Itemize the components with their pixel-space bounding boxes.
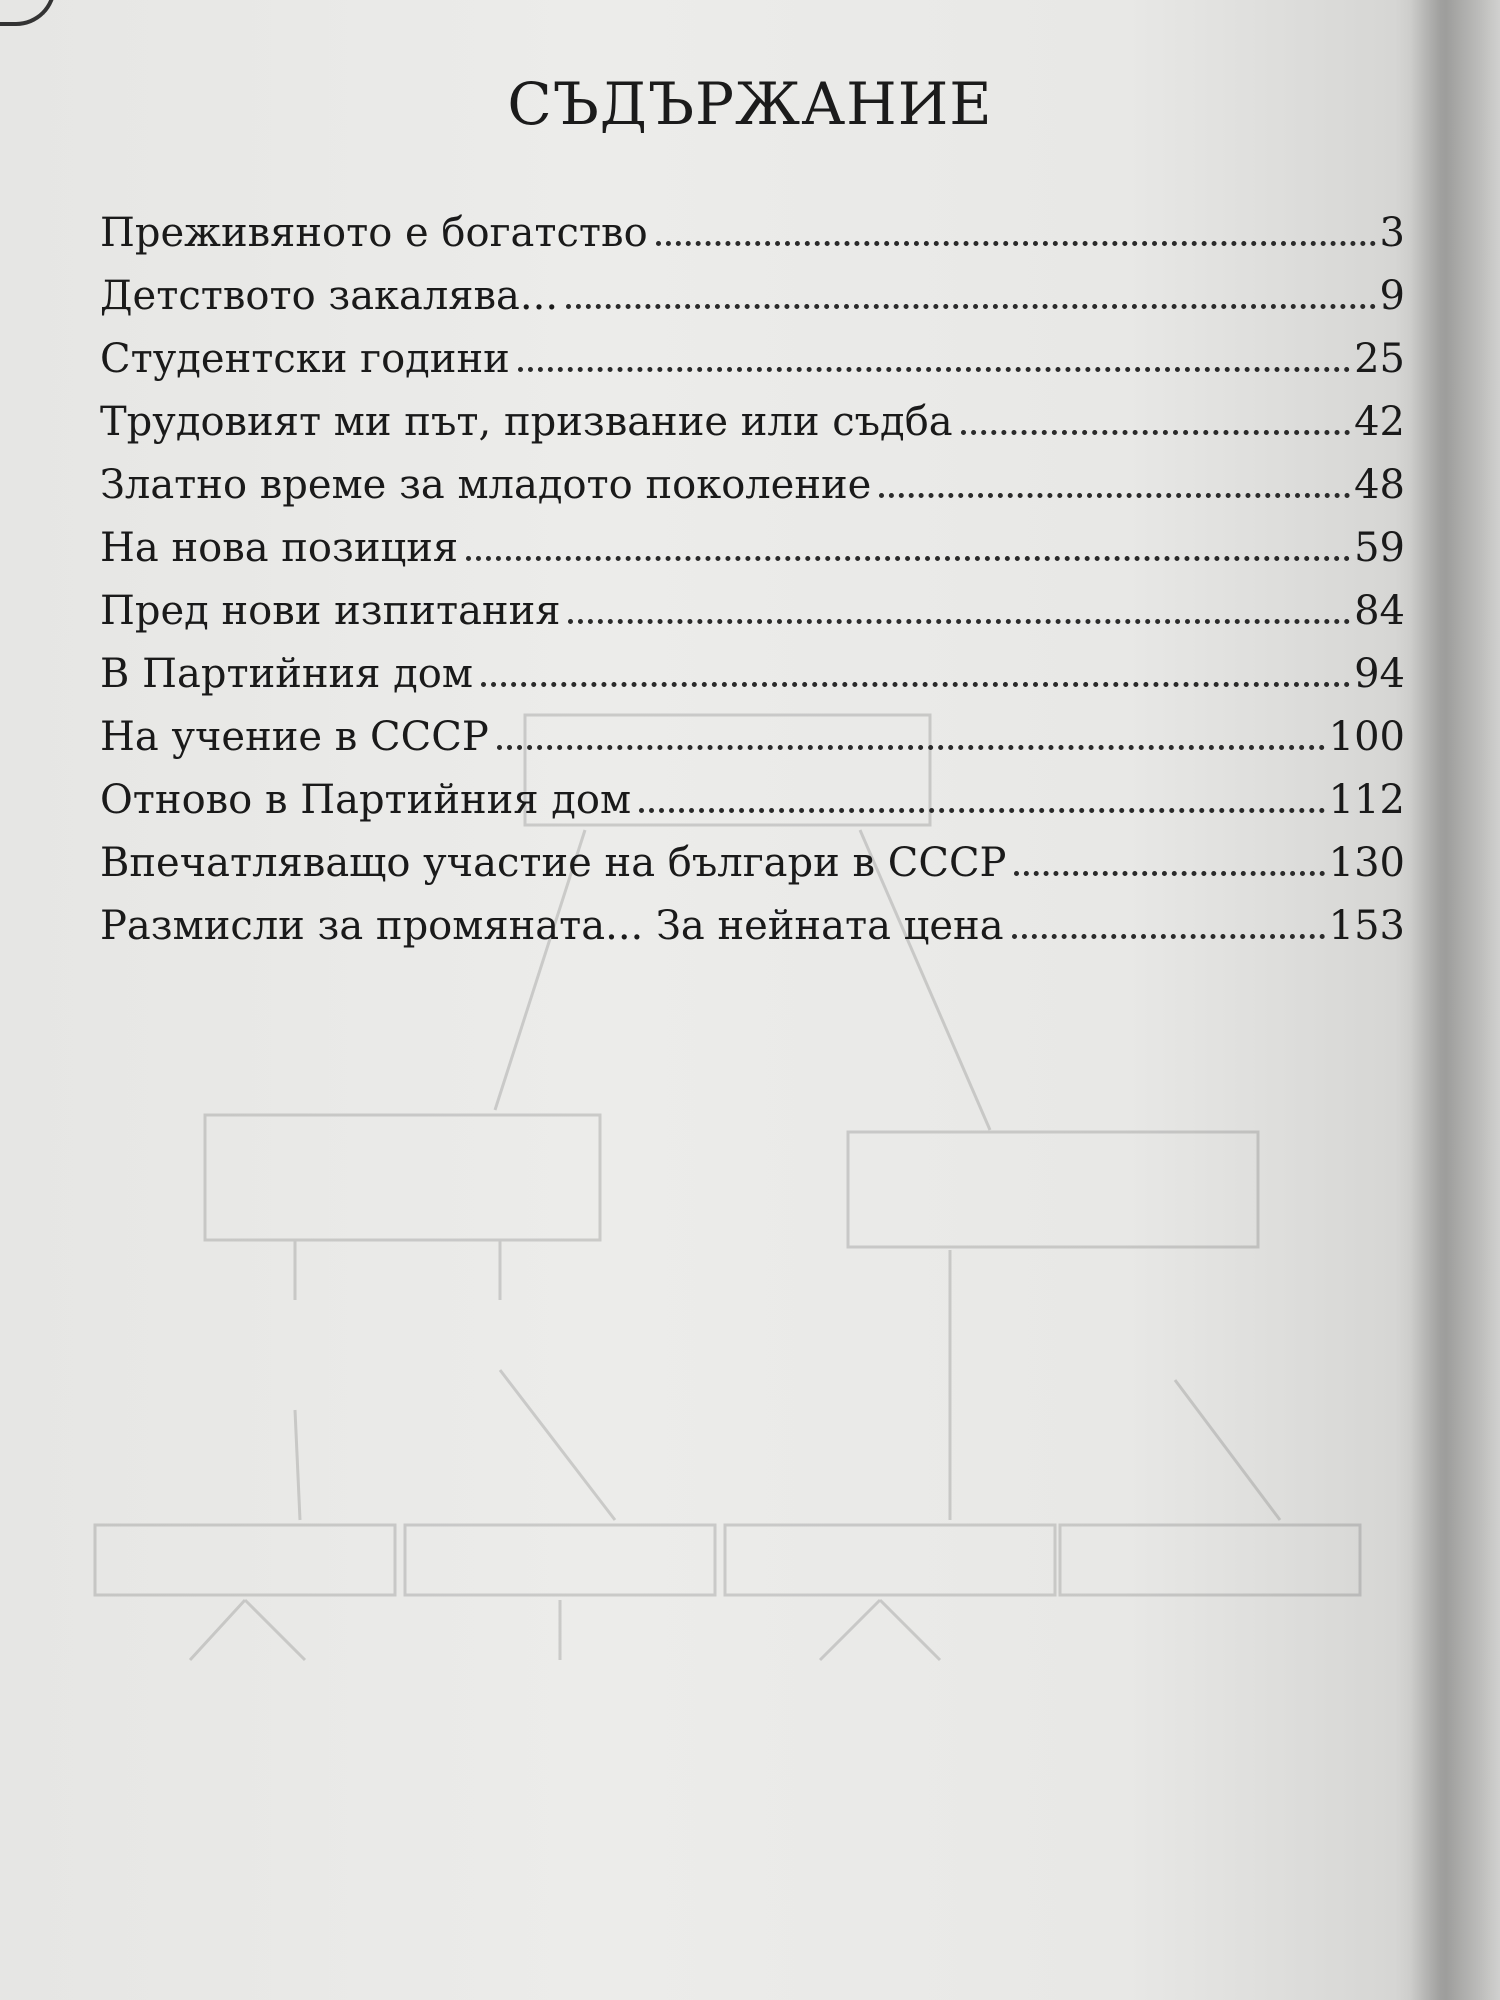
toc-entry: [100, 903, 1405, 966]
toc-dot-leader: [497, 745, 1325, 750]
toc-entry-title: В Партийния дом: [100, 651, 473, 697]
toc-dot-leader: [481, 682, 1350, 687]
toc-entry: [100, 399, 1405, 462]
toc-entry: [100, 462, 1405, 525]
toc-entry: [100, 777, 1405, 840]
toc-entry-page: 153: [1328, 903, 1405, 949]
toc-dot-leader: [1014, 871, 1324, 876]
toc-entry: [100, 840, 1405, 903]
book-spine-shadow: [1410, 0, 1500, 2000]
toc-entry-page: 42: [1354, 399, 1405, 445]
toc-dot-leader: [879, 493, 1350, 498]
toc-entry-page: 59: [1354, 525, 1405, 571]
handwritten-mark: [0, 0, 56, 26]
toc-entry-page: 94: [1354, 651, 1405, 697]
toc-entry-title: Преживяното е богатство: [100, 210, 648, 256]
toc-entry-title: Студентски години: [100, 336, 510, 382]
toc-dot-leader: [518, 367, 1350, 372]
page-title: СЪДЪРЖАНИЕ: [507, 70, 993, 138]
toc-dot-leader: [961, 430, 1350, 435]
toc-entry: [100, 714, 1405, 777]
toc-entry: [100, 336, 1405, 399]
toc-entry-page: 25: [1354, 336, 1405, 382]
toc-entry-page: 9: [1379, 273, 1405, 319]
toc-entry: [100, 210, 1405, 273]
toc-entry-title: Детството закалява...: [100, 273, 559, 319]
toc-entry-title: На учение в СССР: [100, 714, 489, 760]
toc-entry-page: 3: [1379, 210, 1405, 256]
toc-entry-title: Трудовият ми път, призвание или съдба: [100, 399, 953, 445]
toc-entry-page: 100: [1328, 714, 1405, 760]
toc-entry-title: Впечатляващо участие на българи в СССР: [100, 840, 1007, 886]
toc-entry-title: Отново в Партийния дом: [100, 777, 632, 823]
toc-dot-leader: [566, 304, 1376, 309]
toc-entry: [100, 525, 1405, 588]
toc-entry: [100, 651, 1405, 714]
toc-dot-leader: [568, 619, 1350, 624]
toc-entry: [100, 273, 1405, 336]
toc-entry-title: Пред нови изпитания: [100, 588, 561, 634]
toc-entry: [100, 588, 1405, 651]
toc-dot-leader: [656, 241, 1376, 246]
toc-entry-page: 48: [1354, 462, 1405, 508]
toc-entry-page: 112: [1328, 777, 1405, 823]
toc-entry-page: 130: [1328, 840, 1405, 886]
toc-entry-title: На нова позиция: [100, 525, 459, 571]
toc-entry-page: 84: [1354, 588, 1405, 634]
toc-entry-title: Размисли за промяната... За нейната цена: [100, 903, 1004, 949]
toc-dot-leader: [1012, 934, 1325, 939]
toc-dot-leader: [639, 808, 1325, 813]
toc-dot-leader: [466, 556, 1350, 561]
toc-entry-title: Златно време за младото поколение: [100, 462, 872, 508]
table-of-contents: [100, 210, 1405, 966]
